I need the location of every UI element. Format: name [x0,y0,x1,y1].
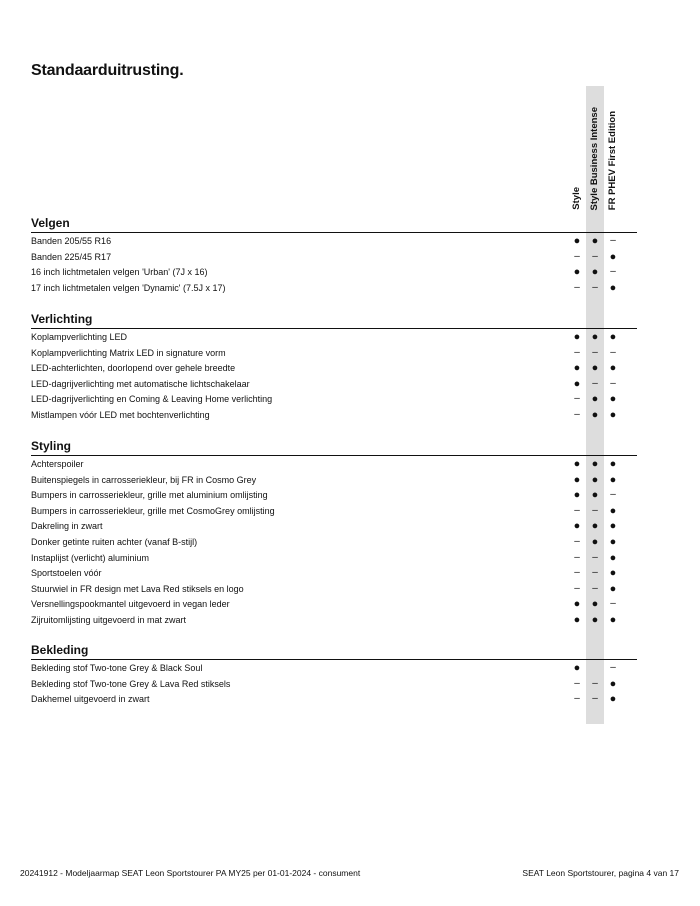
included-mark: ● [591,235,599,247]
column-header-label: Style Business Intense [589,106,600,210]
footer-document-reference: 20241912 - Modeljaarmap SEAT Leon Sportstourer PA MY25 per 01-01-2024 - consument [20,868,361,878]
included-mark: ● [591,520,599,533]
equipment-label: Dakreling in zwart [31,521,103,532]
included-mark: ● [573,331,581,343]
table-row [31,550,637,566]
included-mark: ● [609,567,617,580]
included-mark: ● [591,473,599,486]
included-mark: ● [591,393,599,406]
not-available-mark: – [610,235,616,246]
included-mark: ● [573,489,581,502]
not-available-mark: – [574,393,580,405]
included-mark: ● [609,520,617,533]
equipment-label: Banden 225/45 R17 [31,251,112,262]
equipment-label: Banden 205/55 R16 [31,236,112,246]
table-row [31,612,637,628]
included-mark: ● [609,393,617,406]
table-row [31,565,637,581]
not-available-mark: – [610,346,616,358]
table-row [31,280,637,296]
included-mark: ● [609,535,617,548]
included-mark: ● [573,266,581,279]
included-mark: ● [609,693,617,706]
included-mark: ● [609,281,617,294]
included-mark: ● [591,331,599,343]
page-title: Standaarduitrusting. [31,62,184,79]
table-row [31,503,637,519]
not-available-mark: – [592,677,598,689]
column-header-style [570,86,584,210]
included-mark: ● [609,504,617,517]
equipment-label: Bekleding stof Two-tone Grey & Lava Red stiksels [31,678,231,689]
included-mark: ● [573,362,581,375]
equipment-label: Zijruitomlijsting uitgevoerd in mat zwart [31,614,187,625]
equipment-label: Achterspoiler [31,459,84,469]
included-mark: ● [609,331,617,343]
equipment-label: Sportstoelen vóór [31,568,102,579]
not-available-mark: – [610,662,616,673]
not-available-mark: – [574,504,580,516]
equipment-label: LED-dagrijverlichting met automatische lichtschakelaar [31,378,250,389]
table-row [31,407,637,423]
included-mark: ● [609,458,617,470]
not-available-mark: – [592,281,598,293]
included-mark: ● [591,598,599,611]
equipment-label: 16 inch lichtmetalen velgen 'Urban' (7J x 16) [31,267,208,278]
included-mark: ● [573,613,581,626]
section-styling [31,439,637,628]
table-row [31,345,637,361]
included-mark: ● [591,489,599,502]
not-available-mark: – [574,408,580,420]
section-verlichting [31,312,637,423]
table-row [31,391,637,407]
included-mark: ● [591,458,599,470]
not-available-mark: – [610,489,616,501]
equipment-label: Dakhemel uitgevoerd in zwart [31,694,150,705]
included-mark: ● [609,250,617,263]
not-available-mark: – [592,504,598,516]
included-mark: ● [573,598,581,611]
included-mark: ● [573,520,581,533]
equipment-label: Buitenspiegels in carrosseriekleur, bij FR in Cosmo Grey [31,474,257,485]
not-available-mark: – [592,250,598,262]
included-mark: ● [609,613,617,626]
not-available-mark: – [574,250,580,262]
table-row [31,456,637,472]
not-available-mark: – [592,377,598,389]
included-mark: ● [609,677,617,690]
table-row [31,691,637,707]
equipment-label: Mistlampen vóór LED met bochtenverlichting [31,409,210,420]
table-row [31,376,637,392]
included-mark: ● [573,662,581,674]
included-mark: ● [609,408,617,421]
not-available-mark: – [574,281,580,293]
table-row [31,487,637,503]
table-row [31,518,637,534]
equipment-label: Instaplijst (verlicht) aluminium [31,552,150,563]
not-available-mark: – [574,346,580,358]
not-available-mark: – [610,266,616,278]
included-mark: ● [591,362,599,375]
included-mark: ● [573,473,581,486]
section-bekleding [31,643,637,707]
table-row [31,534,637,550]
not-available-mark: – [574,582,580,594]
included-mark: ● [573,235,581,247]
table-row [31,249,637,265]
included-mark: ● [573,458,581,470]
included-mark: ● [591,535,599,548]
table-row [31,264,637,280]
not-available-mark: – [574,535,580,547]
equipment-list [31,660,637,707]
included-mark: ● [591,613,599,626]
included-mark: ● [609,582,617,595]
column-header-fr-phev-first-edition [606,86,620,210]
not-available-mark: – [592,567,598,579]
table-row [31,233,637,249]
equipment-label: Bumpers in carrosseriekleur, grille met CosmoGrey omlijsting [31,505,275,516]
equipment-list [31,329,637,423]
equipment-label: LED-dagrijverlichting en Coming & Leaving Home verlichting [31,394,273,405]
section-title: Velgen [31,216,70,230]
included-mark: ● [609,473,617,486]
footer-page-info: SEAT Leon Sportstourer, pagina 4 van 17 [522,868,679,878]
included-mark: ● [573,377,581,390]
equipment-label: Donker getinte ruiten achter (vanaf B-stijl) [31,536,198,547]
table-row [31,676,637,692]
section-velgen [31,216,637,295]
not-available-mark: – [574,551,580,563]
table-row [31,581,637,597]
included-mark: ● [591,266,599,279]
equipment-label: LED-achterlichten, doorlopend over gehele breedte [31,363,236,374]
equipment-list [31,233,637,295]
equipment-label: Stuurwiel in FR design met Lava Red stiksels en logo [31,583,244,594]
table-row [31,596,637,612]
not-available-mark: – [592,582,598,594]
equipment-list [31,456,637,628]
table-row [31,472,637,488]
not-available-mark: – [610,377,616,389]
column-header-style-business-intense [588,86,602,210]
table-row [31,329,637,345]
table-row [31,660,637,676]
section-title: Styling [31,439,72,453]
included-mark: ● [609,362,617,375]
not-available-mark: – [610,598,616,610]
not-available-mark: – [592,346,598,358]
equipment-label: Koplampverlichting Matrix LED in signature vorm [31,347,226,358]
equipment-label: Bumpers in carrosseriekleur, grille met aluminium omlijsting [31,490,268,501]
not-available-mark: – [574,693,580,705]
included-mark: ● [609,551,617,564]
equipment-label: 17 inch lichtmetalen velgen 'Dynamic' (7.5J x 17) [31,282,226,293]
equipment-label: Koplampverlichting LED [31,332,128,342]
not-available-mark: – [592,693,598,705]
section-title: Bekleding [31,643,89,657]
equipment-label: Bekleding stof Two-tone Grey & Black Soul [31,663,203,673]
not-available-mark: – [592,551,598,563]
section-title: Verlichting [31,312,93,326]
column-header-label: FR PHEV First Edition [607,110,618,210]
not-available-mark: – [574,567,580,579]
equipment-label: Versnellingspookmantel uitgevoerd in vegan leder [31,599,230,610]
column-header-label: Style [571,187,582,210]
not-available-mark: – [574,677,580,689]
table-row [31,360,637,376]
included-mark: ● [591,408,599,421]
